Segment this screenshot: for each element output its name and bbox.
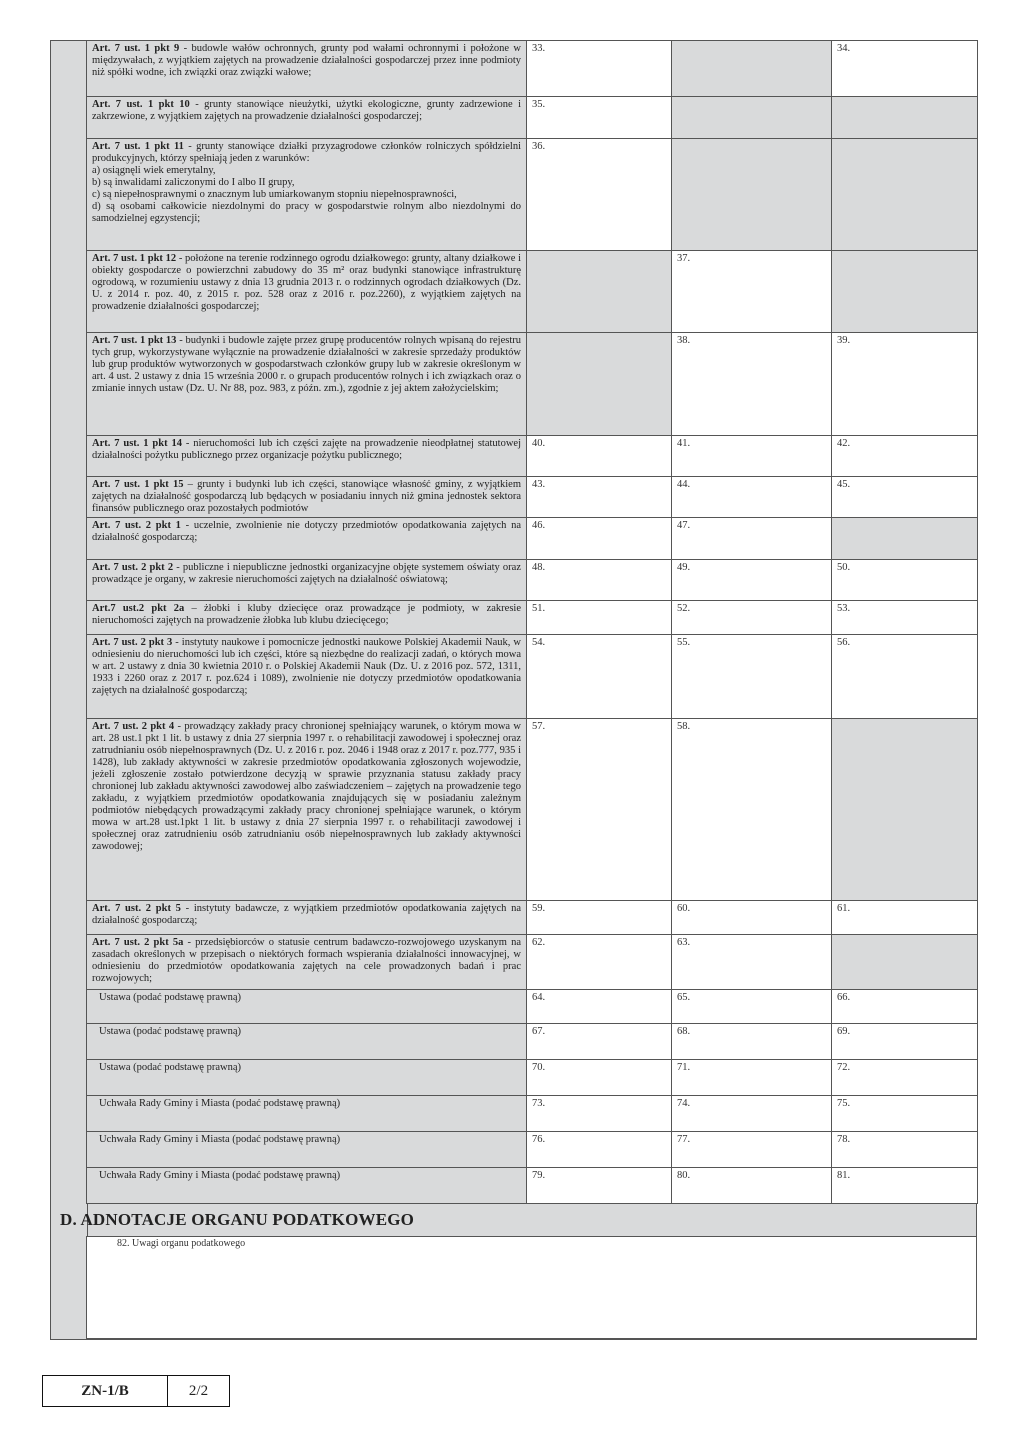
amount-field[interactable]: 72. <box>832 1060 978 1096</box>
shaded-cell <box>832 139 978 251</box>
shaded-cell <box>672 139 832 251</box>
row-article-label: Art. 7 ust. 1 pkt 14 <box>92 438 182 449</box>
row-article-label: Art. 7 ust. 1 pkt 11 <box>92 141 184 152</box>
row-article-label: Art. 7 ust. 2 pkt 1 <box>92 520 181 531</box>
row-text: – żłobki i kluby dziecięce oraz prowadzące je podmioty, w zakresie nieruchomości zajętych na prowadzenie żłobka lub klubu dziecięcego; <box>92 603 521 626</box>
table-row <box>87 601 978 635</box>
table-row <box>87 901 978 935</box>
exemptions-table <box>86 40 978 1204</box>
left-gutter <box>51 41 88 1339</box>
row-description <box>87 1096 527 1132</box>
row-text: - budynki i budowle zajęte przez grupę producentów rolnych wpisaną do rejestru tych grup, wykorzystywane wyłącznie na prowadzenie działalności w zakresie sprzedaży produktów lub grup produktów wytworzonych w gospodarstwach członków grupy lub w zakresie określonym w art. 4 ust. 2 ustawy z dnia 15 września 2000 r. o grupach producentów rolnych i ich związkach oraz o zmianie innych ustaw (Dz. U. Nr 88, poz. 983, z późn. zm.), zgodnie z jej aktem założycielskim; <box>92 335 521 394</box>
row-subitem: a) osiągnęli wiek emerytalny, <box>92 165 216 176</box>
amount-field[interactable]: 76. <box>527 1132 672 1168</box>
row-article-label: Art. 7 ust. 2 pkt 4 <box>92 721 175 732</box>
row-text: Ustawa (podać podstawę prawną) <box>99 992 241 1003</box>
shaded-cell <box>832 97 978 139</box>
amount-field[interactable]: 37. <box>672 251 832 333</box>
row-description <box>87 1024 527 1060</box>
row-description <box>87 990 527 1024</box>
table-row <box>87 333 978 436</box>
row-description <box>87 1132 527 1168</box>
row-description <box>87 97 527 139</box>
table-row <box>87 477 978 518</box>
amount-field[interactable]: 47. <box>672 518 832 560</box>
row-text: - położone na terenie rodzinnego ogrodu działkowego: grunty, altany działkowe i obiekty gospodarcze o powierzchni zabudowy do 35 m² oraz budynki stanowiące infrastrukturę ogrodową, w rozumieniu ustawy z dnia 13 grudnia 2013 r. o rodzinnych ogrodach działkowych (Dz. U. z 2014 r. poz. 40, z 2015 r. poz. 528 oraz z 2016 r. poz.2260), z wyjątkiem zajętych na prowadzenie działalności gospodarczej; <box>92 253 521 312</box>
amount-field[interactable]: 45. <box>832 477 978 518</box>
row-description <box>87 1168 527 1204</box>
row-article-label: Art. 7 ust. 2 pkt 2 <box>92 562 174 573</box>
amount-field[interactable]: 46. <box>527 518 672 560</box>
amount-field[interactable]: 65. <box>672 990 832 1024</box>
amount-field[interactable]: 74. <box>672 1096 832 1132</box>
row-text: - budowle wałów ochronnych, grunty pod wałami ochronnymi i położone w międzywałach, z wyjątkiem zajętych na prowadzenie działalności gospodarczej przez inne podmioty niż spółki wodne, ich związki oraz związki wałowe; <box>92 43 521 78</box>
amount-field[interactable]: 55. <box>672 635 832 719</box>
amount-field[interactable]: 75. <box>832 1096 978 1132</box>
row-article-label: Art. 7 ust. 2 pkt 3 <box>92 637 173 648</box>
amount-field[interactable]: 79. <box>527 1168 672 1204</box>
row-text: - prowadzący zakłady pracy chronionej spełniający warunek, o którym mowa w art. 28 ust.1 pkt 1 lit. b ustawy z dnia 27 sierpnia 1997 r. o rehabilitacji zawodowej i społecznej oraz zatrudnianiu osób niepełnosprawnych (Dz. U. z 2016 r. poz. 2046 i 1948 oraz z 2017 r. poz.777, 935 i 1428), lub zakłady aktywności w zakresie przedmiotów opodatkowania zgłoszonych wojewodzie, jeżeli zgłoszenie zostało potwierdzone decyzją w sprawie przyznania statusu zakłady pracy chronionej lub zakładu aktywności zawodowej albo zaświadczeniem – zajętych na prowadzenie tego zakładu, z wyjątkiem przedmiotów opodatkowania znajdujących się w posiadaniu zależnym podmiotów niebędących prowadzącymi zakłady pracy chronionej spełniające warunek, o którym mowa w art.28 ust.1pkt 1 lit. b ustawy z dnia 27 sierpnia 1997 r. o rehabilitacji zawodowej i społecznej oraz zatrudnieniu osób zatrudnianiu osób niepełnosprawnych lub zakłady aktywności zawodowej; <box>92 721 521 852</box>
row-text: - przedsiębiorców o statusie centrum badawczo-rozwojowego uzyskanym na zasadach określonych w przepisach o niektórych formach wspierania działalności innowacyjnej, w odniesieniu do przedmiotów opodatkowania zajętych na cele prowadzonych badań i prac rozwojowych; <box>92 937 522 984</box>
table-row <box>87 1060 978 1096</box>
row-text: - instytuty badawcze, z wyjątkiem przedmiotów opodatkowania zajętych na działalność gospodarczą; <box>92 903 521 926</box>
amount-field[interactable]: 60. <box>672 901 832 935</box>
row-description <box>87 518 527 560</box>
table-row <box>87 436 978 477</box>
row-description <box>87 436 527 477</box>
row-article-label: Art. 7 ust. 1 pkt 12 <box>92 253 177 264</box>
row-subitem: d) są osobami całkowicie niezdolnymi do pracy w gospodarstwie rolnym albo niezdolnymi do samodzielnej egzystencji; <box>92 201 521 224</box>
table-row <box>87 251 978 333</box>
amount-field[interactable]: 50. <box>832 560 978 601</box>
row-article-label: Art. 7 ust. 2 pkt 5a <box>92 937 184 948</box>
row-text: - publiczne i niepubliczne jednostki organizacyjne objęte systemem oświaty oraz prowadzące je organy, w zakresie nieruchomości zajętych na działalność oświatową; <box>92 562 521 585</box>
shaded-cell <box>527 251 672 333</box>
amount-field[interactable]: 73. <box>527 1096 672 1132</box>
row-article-label: Art. 7 ust. 1 pkt 10 <box>92 99 190 110</box>
row-description <box>87 560 527 601</box>
row-text: - instytuty naukowe i pomocnicze jednostki naukowe Polskiej Akademii Nauk, w odniesieniu do nieruchomości lub ich części, które są niezbędne do realizacji zadań, o których mowa w art. 2 ustawy z dnia 30 kwietnia 2010 r. o Polskiej Akademii Nauk (Dz. U. z 2016 poz. 572, 1311, 1933 i 2260 oraz z 2017 r. poz.624 i 1089), zwolnienie nie dotyczy przedmiotów opodatkowania zajętych na działalność gospodarczą; <box>92 637 521 696</box>
table-row <box>87 97 978 139</box>
amount-field[interactable]: 33. <box>527 41 672 97</box>
form-code: ZN-1/B <box>43 1376 168 1406</box>
table-row <box>87 560 978 601</box>
amount-field[interactable]: 58. <box>672 719 832 901</box>
row-description <box>87 935 527 990</box>
shaded-cell <box>527 333 672 436</box>
row-article-label: Art. 7 ust. 1 pkt 13 <box>92 335 177 346</box>
amount-field[interactable]: 54. <box>527 635 672 719</box>
row-article-label: Art. 7 ust. 1 pkt 15 <box>92 479 184 490</box>
amount-field[interactable]: 57. <box>527 719 672 901</box>
amount-field[interactable]: 64. <box>527 990 672 1024</box>
amount-field[interactable]: 61. <box>832 901 978 935</box>
table-row <box>87 139 978 251</box>
amount-field[interactable]: 71. <box>672 1060 832 1096</box>
row-description <box>87 719 527 901</box>
row-text: - uczelnie, zwolnienie nie dotyczy przedmiotów opodatkowania zajętych na działalność gospodarczą; <box>92 520 521 543</box>
notes-field[interactable] <box>86 1236 976 1339</box>
amount-field[interactable]: 69. <box>832 1024 978 1060</box>
shaded-cell <box>672 41 832 97</box>
row-text: - nieruchomości lub ich części zajęte na prowadzenie nieodpłatnej statutowej działalności pożytku publicznego przez organizacje pożytku publicznego; <box>92 438 521 461</box>
amount-field[interactable]: 51. <box>527 601 672 635</box>
row-subitem: c) są niepełnosprawnymi o znacznym lub umiarkowanym stopniu niepełnosprawności, <box>92 189 457 200</box>
form-footer <box>42 1375 230 1407</box>
row-description <box>87 1060 527 1096</box>
amount-field[interactable]: 52. <box>672 601 832 635</box>
table-row <box>87 990 978 1024</box>
row-text: Uchwała Rady Gminy i Miasta (podać podstawę prawną) <box>99 1098 341 1109</box>
shaded-cell <box>832 518 978 560</box>
row-description <box>87 139 527 251</box>
row-description <box>87 251 527 333</box>
amount-field[interactable]: 34. <box>832 41 978 97</box>
shaded-cell <box>832 719 978 901</box>
amount-field[interactable]: 70. <box>527 1060 672 1096</box>
amount-field[interactable]: 35. <box>527 97 672 139</box>
amount-field[interactable]: 66. <box>832 990 978 1024</box>
table-row <box>87 719 978 901</box>
table-row <box>87 41 978 97</box>
amount-field[interactable]: 56. <box>832 635 978 719</box>
table-row <box>87 635 978 719</box>
row-text: - grunty stanowiące działki przyzagrodowe członków rolniczych spółdzielni produkcyjnych, którzy spełniają jeden z warunków: <box>92 141 521 164</box>
row-description <box>87 333 527 436</box>
table-row <box>87 1132 978 1168</box>
row-description <box>87 477 527 518</box>
amount-field[interactable]: 80. <box>672 1168 832 1204</box>
shaded-cell <box>832 935 978 990</box>
amount-field[interactable]: 38. <box>672 333 832 436</box>
amount-field[interactable]: 62. <box>527 935 672 990</box>
amount-field[interactable]: 42. <box>832 436 978 477</box>
amount-field[interactable]: 48. <box>527 560 672 601</box>
page-number: 2/2 <box>188 1382 209 1399</box>
table-row <box>87 935 978 990</box>
amount-field[interactable]: 39. <box>832 333 978 436</box>
row-text: Uchwała Rady Gminy i Miasta (podać podstawę prawną) <box>99 1170 341 1181</box>
amount-field[interactable]: 78. <box>832 1132 978 1168</box>
amount-field[interactable]: 77. <box>672 1132 832 1168</box>
amount-field[interactable]: 63. <box>672 935 832 990</box>
row-text: – grunty i budynki lub ich części, stanowiące własność gminy, z wyjątkiem zajętych na działalność gospodarczą lub będących w posiadaniu innych niż gmina jednostek sektora finansów publicznego oraz pozostałych podmiotów <box>92 479 521 514</box>
row-description <box>87 901 527 935</box>
shaded-cell <box>832 251 978 333</box>
row-text: Uchwała Rady Gminy i Miasta (podać podstawę prawną) <box>99 1134 341 1145</box>
amount-field[interactable]: 59. <box>527 901 672 935</box>
amount-field[interactable]: 49. <box>672 560 832 601</box>
amount-field[interactable]: 43. <box>527 477 672 518</box>
table-row <box>87 1096 978 1132</box>
table-row <box>87 518 978 560</box>
row-description <box>87 41 527 97</box>
row-article-label: Art. 7 ust. 2 pkt 5 <box>92 903 181 914</box>
table-row <box>87 1024 978 1060</box>
amount-field[interactable]: 44. <box>672 477 832 518</box>
amount-field[interactable]: 40. <box>527 436 672 477</box>
amount-field[interactable]: 81. <box>832 1168 978 1204</box>
row-text: Ustawa (podać podstawę prawną) <box>99 1026 241 1037</box>
row-description <box>87 635 527 719</box>
row-subitem: b) są inwalidami zaliczonymi do I albo II grupy, <box>92 177 295 188</box>
amount-field[interactable]: 53. <box>832 601 978 635</box>
notes-label: 82. Uwagi organu podatkowego <box>117 1238 246 1249</box>
row-description <box>87 601 527 635</box>
amount-field[interactable]: 41. <box>672 436 832 477</box>
amount-field[interactable]: 67. <box>527 1024 672 1060</box>
row-article-label: Art. 7 ust. 1 pkt 9 <box>92 43 180 54</box>
table-row <box>87 1168 978 1204</box>
row-text: Ustawa (podać podstawę prawną) <box>99 1062 241 1073</box>
amount-field[interactable]: 68. <box>672 1024 832 1060</box>
amount-field[interactable]: 36. <box>527 139 672 251</box>
shaded-cell <box>672 97 832 139</box>
row-article-label: Art.7 ust.2 pkt 2a <box>92 603 185 614</box>
section-d-title: D. ADNOTACJE ORGANU PODATKOWEGO <box>60 1210 415 1229</box>
row-text: - grunty stanowiące nieużytki, użytki ekologiczne, grunty zadrzewione i zakrzewione, z wyjątkiem zajętych na prowadzenie działalności gospodarczej; <box>92 99 521 122</box>
